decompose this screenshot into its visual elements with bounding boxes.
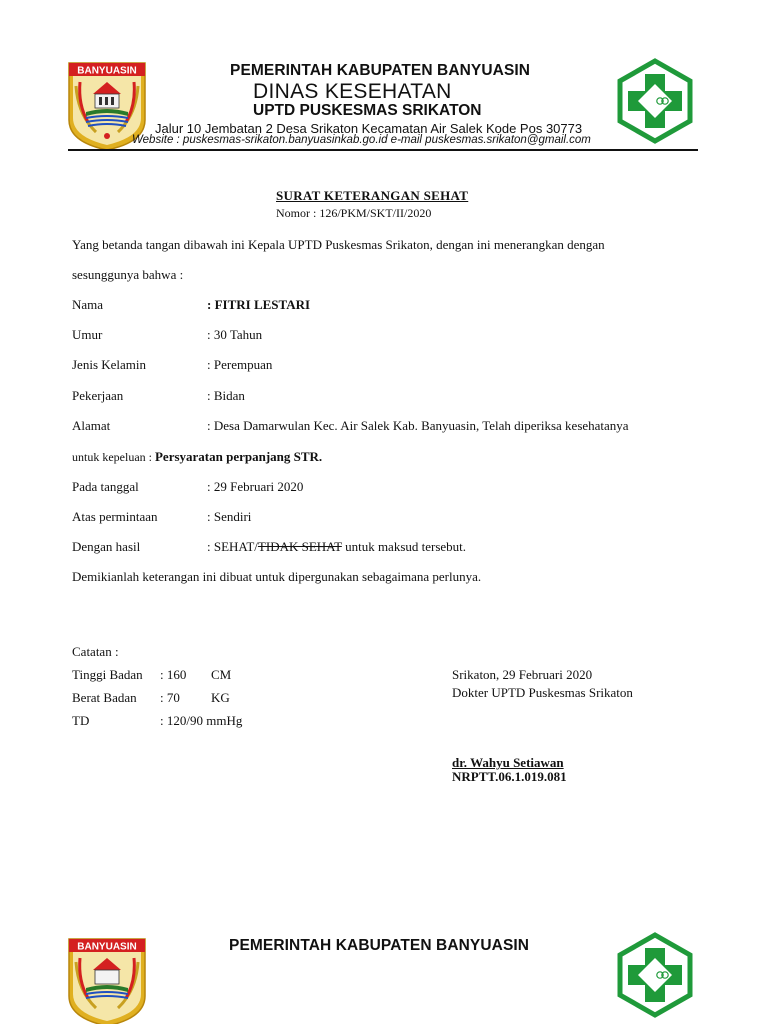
letterhead-contact: Website : puskesmas-srikaton.banyuasinkab.go.id e-mail puskesmas.srikaton@gmail.com xyxy=(132,134,591,146)
banyuasin-emblem-label: BANYUASIN xyxy=(77,65,137,77)
purpose-prefix: untuk kepeluan : xyxy=(72,450,155,464)
letter-number: Nomor : 126/PKM/SKT/II/2020 xyxy=(276,206,432,220)
weight-unit: KG xyxy=(211,690,230,705)
letter-title: SURAT KETERANGAN SEHAT xyxy=(276,188,469,203)
closing-statement: Demikianlah keterangan ini dibuat untuk dipergunakan sebagaimana perlunya. xyxy=(72,569,482,584)
gender-value: : Perempuan xyxy=(207,357,273,372)
date-label: Pada tanggal xyxy=(72,479,139,494)
weight-label: Berat Badan xyxy=(72,690,137,705)
signature-id: NRPTT.06.1.019.081 xyxy=(452,769,567,784)
letterhead-unit: UPTD PUSKESMAS SRIKATON xyxy=(253,102,482,119)
gender-label: Jenis Kelamin xyxy=(72,357,147,372)
letterhead-divider xyxy=(68,149,698,151)
notes-heading: Catatan : xyxy=(72,644,119,659)
purpose-value: Persyaratan perpanjang STR. xyxy=(154,449,323,464)
result-value xyxy=(207,540,466,553)
address-value: : Desa Damarwulan Kec. Air Salek Kab. Banyuasin, Telah diperiksa kesehatanya xyxy=(207,418,629,433)
date-value: : 29 Februari 2020 xyxy=(207,479,304,494)
result-prefix: : SEHAT/ xyxy=(207,539,258,554)
intro-line-1: Yang betanda tangan dibawah ini Kepala UPTD Puskesmas Srikaton, dengan ini menerangkan dengan xyxy=(72,237,605,252)
result-label: Dengan hasil xyxy=(72,539,141,554)
signature-role: Dokter UPTD Puskesmas Srikaton xyxy=(452,685,633,700)
name-label: Nama xyxy=(72,297,104,312)
job-label: Pekerjaan xyxy=(72,388,124,403)
weight-value: : 70 xyxy=(160,690,180,705)
puskesmas-logo-footer-icon xyxy=(612,932,698,1018)
signature-place-date: Srikaton, 29 Februari 2020 xyxy=(452,667,593,682)
letterhead-government: PEMERINTAH KABUPATEN BANYUASIN xyxy=(230,62,531,79)
signature-name: dr. Wahyu Setiawan xyxy=(452,755,564,770)
name-value: : FITRI LESTARI xyxy=(207,297,311,312)
puskesmas-logo-icon xyxy=(612,58,698,144)
age-value: : 30 Tahun xyxy=(207,327,263,342)
result-struck: TIDAK SEHAT xyxy=(257,539,342,554)
result-suffix: untuk maksud tersebut. xyxy=(341,539,467,554)
banyuasin-emblem-footer-icon xyxy=(66,936,148,1024)
letterhead-address: Jalur 10 Jembatan 2 Desa Srikaton Kecamatan Air Salek Kode Pos 30773 xyxy=(155,121,583,136)
height-label: Tinggi Badan xyxy=(72,667,143,682)
purpose-line xyxy=(72,450,322,463)
intro-line-2: sesunggunya bahwa : xyxy=(72,267,184,282)
height-unit: CM xyxy=(211,667,232,682)
address-label: Alamat xyxy=(72,418,111,433)
bp-label: TD xyxy=(72,713,90,728)
letterhead-department: DINAS KESEHATAN xyxy=(253,80,452,103)
banyuasin-emblem-footer-label: BANYUASIN xyxy=(77,941,137,953)
footer-government: PEMERINTAH KABUPATEN BANYUASIN xyxy=(229,937,530,954)
age-label: Umur xyxy=(72,327,103,342)
request-value: : Sendiri xyxy=(207,509,252,524)
bp-value: : 120/90 mmHg xyxy=(160,713,243,728)
request-label: Atas permintaan xyxy=(72,509,158,524)
job-value: : Bidan xyxy=(207,388,245,403)
height-value: : 160 xyxy=(160,667,187,682)
